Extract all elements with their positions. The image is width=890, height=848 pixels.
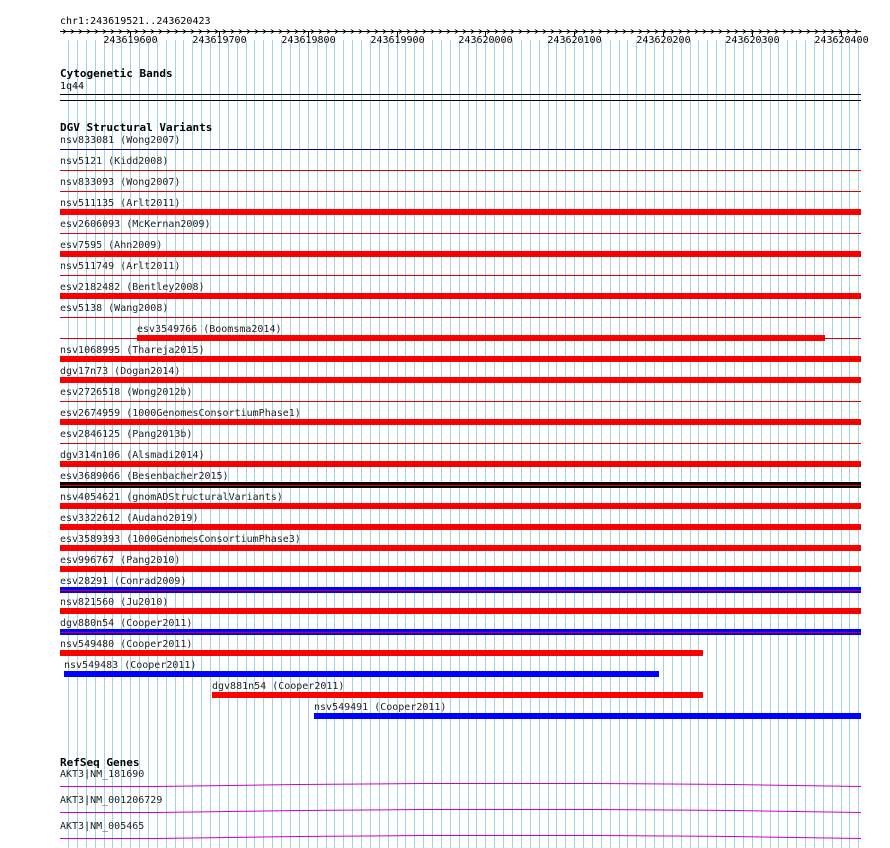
variant-label[interactable]: nsv821560 (Ju2010) — [60, 597, 169, 608]
ruler-tick-label: 243619700 — [192, 35, 247, 46]
track-title-cytogenetic-bands: Cytogenetic Bands — [60, 67, 173, 80]
gene-label[interactable]: AKT3|NM_001206729 — [60, 795, 163, 806]
variant-label[interactable]: esv2846125 (Pang2013b) — [60, 429, 193, 440]
variant-label[interactable]: nsv549491 (Cooper2011) — [314, 702, 447, 713]
variant-label[interactable]: esv2182482 (Bentley2008) — [60, 282, 205, 293]
variant-label[interactable]: esv2674959 (1000GenomesConsortiumPhase1) — [60, 408, 301, 419]
gene-label[interactable]: AKT3|NM_181690 — [60, 769, 145, 780]
track-title-dgv-structural-variants: DGV Structural Variants — [60, 121, 213, 134]
ruler-tick-label: 243620300 — [725, 35, 780, 46]
variant-label[interactable]: esv996767 (Pang2010) — [60, 555, 181, 566]
track-title-refseq-genes: RefSeq Genes — [60, 756, 140, 769]
gene-label[interactable]: AKT3|NM_005465 — [60, 821, 145, 832]
ruler-tick-label: 243619900 — [370, 35, 425, 46]
variant-label[interactable]: nsv833081 (Wong2007) — [60, 135, 181, 146]
variant-label[interactable]: esv3689066 (Besenbacher2015) — [60, 471, 229, 482]
ruler-tick-label: 243619600 — [103, 35, 158, 46]
variant-label[interactable]: esv2606093 (McKernan2009) — [60, 219, 211, 230]
variant-label[interactable]: nsv549480 (Cooper2011) — [60, 639, 193, 650]
variant-label[interactable]: esv28291 (Conrad2009) — [60, 576, 187, 587]
variant-label[interactable]: nsv833093 (Wong2007) — [60, 177, 181, 188]
variant-label[interactable]: esv3322612 (Audano2019) — [60, 513, 199, 524]
variant-label[interactable]: esv3549766 (Boomsma2014) — [137, 324, 282, 335]
variant-label[interactable]: nsv549483 (Cooper2011) — [64, 660, 197, 671]
position-label: chr1:243619521..243620423 — [60, 16, 211, 27]
variant-label[interactable]: esv3589393 (1000GenomesConsortiumPhase3) — [60, 534, 301, 545]
variant-label[interactable]: dgv17n73 (Dogan2014) — [60, 366, 181, 377]
variant-label[interactable]: esv5138 (Wang2008) — [60, 303, 169, 314]
ruler-tick-label: 243620000 — [458, 35, 513, 46]
variant-label[interactable]: dgv880n54 (Cooper2011) — [60, 618, 193, 629]
gene-line[interactable] — [60, 836, 861, 839]
ruler-tick-label: 243619800 — [281, 35, 336, 46]
cytoband-label: 1q44 — [60, 81, 85, 92]
variant-label[interactable]: dgv881n54 (Cooper2011) — [212, 681, 345, 692]
ruler-tick-label: 243620100 — [547, 35, 602, 46]
variant-label[interactable]: nsv1068995 (Thareja2015) — [60, 345, 205, 356]
ruler-tick-label: 243620200 — [636, 35, 691, 46]
gene-line[interactable] — [60, 784, 861, 787]
variant-label[interactable]: dgv314n106 (Alsmadi2014) — [60, 450, 205, 461]
variant-label[interactable]: nsv511135 (Arlt2011) — [60, 198, 181, 209]
variant-label[interactable]: esv7595 (Ahn2009) — [60, 240, 163, 251]
ruler-tick-label: 243620400 — [814, 35, 869, 46]
gene-line[interactable] — [60, 810, 861, 813]
variant-label[interactable]: nsv5121 (Kidd2008) — [60, 156, 169, 167]
variant-label[interactable]: esv2726518 (Wong2012b) — [60, 387, 193, 398]
variant-label[interactable]: nsv4054621 (gnomADStructuralVariants) — [60, 492, 283, 503]
variant-label[interactable]: nsv511749 (Arlt2011) — [60, 261, 181, 272]
